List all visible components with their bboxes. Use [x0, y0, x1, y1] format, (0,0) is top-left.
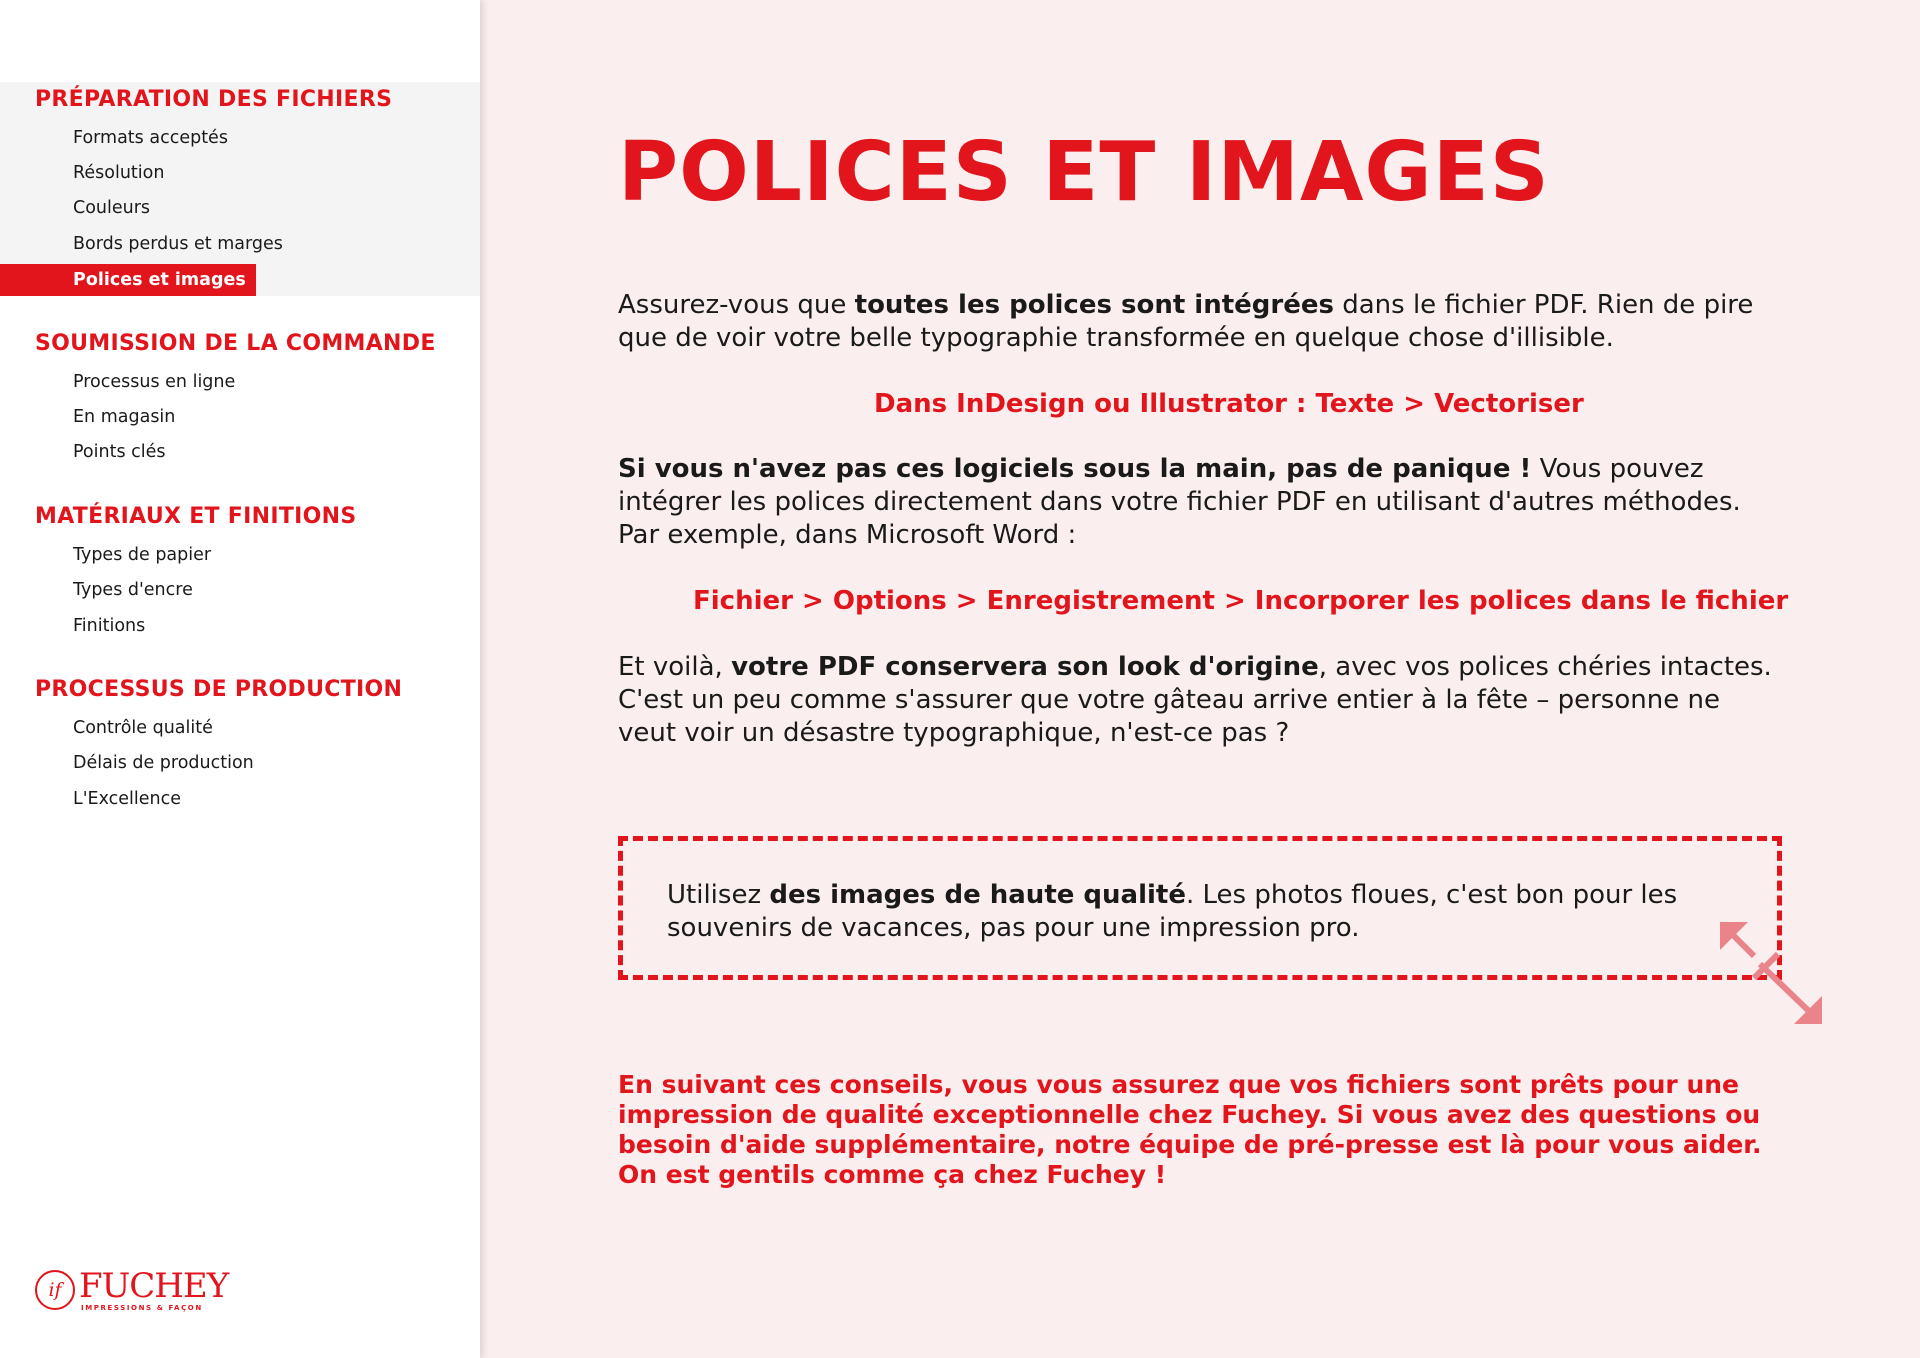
sidebar-item-delais-production[interactable]: Délais de production [73, 753, 254, 773]
paragraph-no-software: Si vous n'avez pas ces logiciels sous la main, pas de panique ! Vous pouvez intégrer les polices directement dans votre fichier PDF en utilisant d'autres méthodes. Par exemple, dans Microsoft Word : [618, 454, 1741, 550]
sidebar-item-types-papier[interactable]: Types de papier [73, 545, 212, 565]
menu-path-word: Fichier > Options > Enregistrement > Incorporer les polices dans le fichier [693, 586, 1789, 616]
paragraph-fonts-embedded: Assurez-vous que toutes les polices sont intégrées dans le fichier PDF. Rien de pire que de voir votre belle typographie transformée en quelque chose d'illisible. [618, 290, 1754, 353]
sidebar-item-resolution[interactable]: Résolution [73, 163, 165, 183]
sidebar [0, 0, 480, 1358]
sidebar-item-en-magasin[interactable]: En magasin [73, 407, 176, 427]
sidebar-item-polices-images-active[interactable]: Polices et images [0, 264, 256, 296]
menu-path-indesign: Dans InDesign ou Illustrator : Texte > Vectoriser [874, 389, 1584, 419]
nav-section-title[interactable]: PROCESSUS DE PRODUCTION [35, 677, 403, 702]
nav-section-title[interactable]: PRÉPARATION DES FICHIERS [35, 87, 393, 112]
fuchey-logo[interactable] [35, 1268, 245, 1316]
sidebar-item-excellence[interactable]: L'Excellence [73, 789, 182, 809]
sidebar-item-types-encre[interactable]: Types d'encre [73, 580, 193, 600]
logo-mark: if [35, 1270, 75, 1310]
sidebar-item-couleurs[interactable]: Couleurs [73, 198, 151, 218]
sidebar-item-points-cles[interactable]: Points clés [73, 442, 166, 462]
closing-paragraph: En suivant ces conseils, vous vous assurez que vos fichiers sont prêts pour une impression de qualité exceptionnelle chez Fuchey. Si vous avez des questions ou besoin d'aide supplémentaire, notre équipe de pré-presse est là pour vous aider. On est gentils comme ça chez Fuchey ! [618, 1070, 1762, 1189]
tip-text: Utilisez des images de haute qualité. Les photos floues, c'est bon pour les souvenirs de vacances, pas pour une impression pro. [667, 880, 1678, 943]
page-title: POLICES ET IMAGES [618, 125, 1550, 220]
logo-tagline: IMPRESSIONS & FAÇON [81, 1304, 203, 1312]
nav-section-title[interactable]: SOUMISSION DE LA COMMANDE [35, 331, 436, 356]
logo-wordmark: FUCHEY [79, 1266, 229, 1306]
nav-section-title[interactable]: MATÉRIAUX ET FINITIONS [35, 504, 357, 529]
sidebar-item-processus-en-ligne[interactable]: Processus en ligne [73, 372, 236, 392]
paragraph-voila: Et voilà, votre PDF conservera son look d'origine, avec vos polices chéries intactes. C'est un peu comme s'assurer que votre gâteau arrive entier à la fête – personne ne veut voir un désastre typographique, n'est-ce pas ? [618, 652, 1772, 748]
sidebar-item-finitions[interactable]: Finitions [73, 616, 146, 636]
diagonal-resize-arrow-icon [1718, 920, 1824, 1026]
sidebar-item-bords-perdus[interactable]: Bords perdus et marges [73, 234, 283, 254]
tip-box-images [618, 836, 1782, 980]
sidebar-item-formats[interactable]: Formats acceptés [73, 128, 228, 148]
sidebar-item-controle-qualite[interactable]: Contrôle qualité [73, 718, 213, 738]
